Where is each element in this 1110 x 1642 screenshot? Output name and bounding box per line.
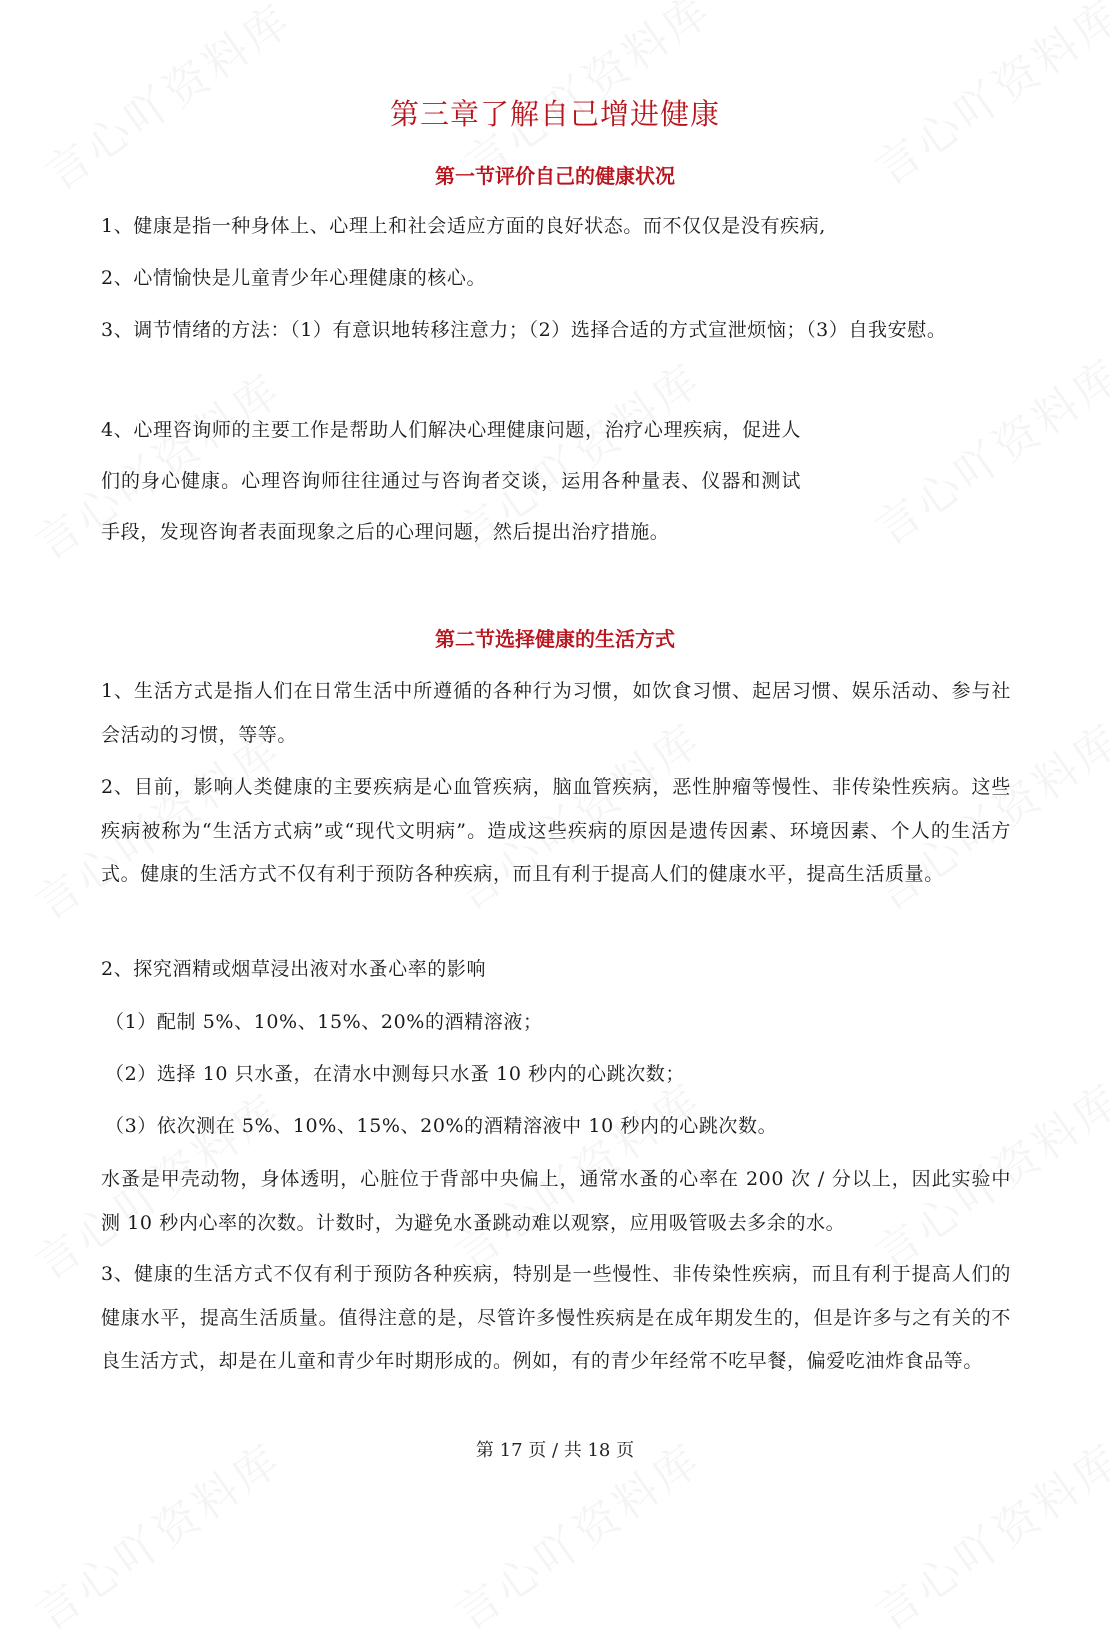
paragraph: 1、健康是指一种身体上、心理上和社会适应方面的良好状态。而不仅仅是没有疾病, (101, 215, 826, 237)
paragraph: 4、心理咨询师的主要工作是帮助人们解决心理健康问题，治疗心理疾病，促进人们的身心健康。心理咨询师往往通过与咨询者交谈，运用各种量表、仪器和测试手段，发现咨询者表面现象之后的心理问题，然后提出治疗措施。 (101, 419, 801, 543)
paragraph: 水蚤是甲壳动物，身体透明，心脏位于背部中央偏上，通常水蚤的心率在 200 次 / 分以上，因此实验中测 10 秒内心率的次数。计数时，为避免水蚤跳动难以观察，应用吸管吸去多余的水。 (101, 1168, 1011, 1234)
paragraph: 3、调节情绪的方法：（1）有意识地转移注意力；（2）选择合适的方式宣泄烦恼；（3）自我安慰。 (101, 319, 947, 341)
section-title: 第二节选择健康的生活方式 (435, 627, 675, 651)
experiment-step: （2）选择 10 只水蚤，在清水中测每只水蚤 10 秒内的心跳次数； (105, 1063, 686, 1085)
paragraph: 3、健康的生活方式不仅有利于预防各种疾病，特别是一些慢性、非传染性疾病，而且有利于提高人们的健康水平，提高生活质量。值得注意的是，尽管许多慢性疾病是在成年期发生的，但是许多与之有关的不良生活方式，却是在儿童和青少年时期形成的。例如，有的青少年经常不吃早餐，偏爱吃油炸食品等。 (101, 1263, 1011, 1372)
page-number-footer: 第 17 页 / 共 18 页 (475, 1440, 635, 1461)
experiment-step: （1）配制 5%、10%、15%、20%的酒精溶液； (105, 1011, 543, 1033)
experiment-step: （3）依次测在 5%、10%、15%、20%的酒精溶液中 10 秒内的心跳次数。 (105, 1115, 778, 1137)
paragraph: 2、探究酒精或烟草浸出液对水蚤心率的影响 (101, 958, 487, 980)
paragraph: 2、目前，影响人类健康的主要疾病是心血管疾病，脑血管疾病，恶性肿瘤等慢性、非传染性疾病。这些疾病被称为“生活方式病”或“现代文明病”。造成这些疾病的原因是遗传因素、环境因素、个人的生活方式。健康的生活方式不仅有利于预防各种疾病，而且有利于提高人们的健康水平，提高生活质量。 (101, 776, 1011, 885)
section-title: 第一节评价自己的健康状况 (435, 164, 675, 188)
chapter-title: 第三章了解自己增进健康 (389, 97, 720, 131)
paragraph: 1、生活方式是指人们在日常生活中所遵循的各种行为习惯，如饮食习惯、起居习惯、娱乐活动、参与社会活动的习惯，等等。 (101, 680, 1011, 746)
paragraph: 2、心情愉快是儿童青少年心理健康的核心。 (101, 267, 487, 289)
